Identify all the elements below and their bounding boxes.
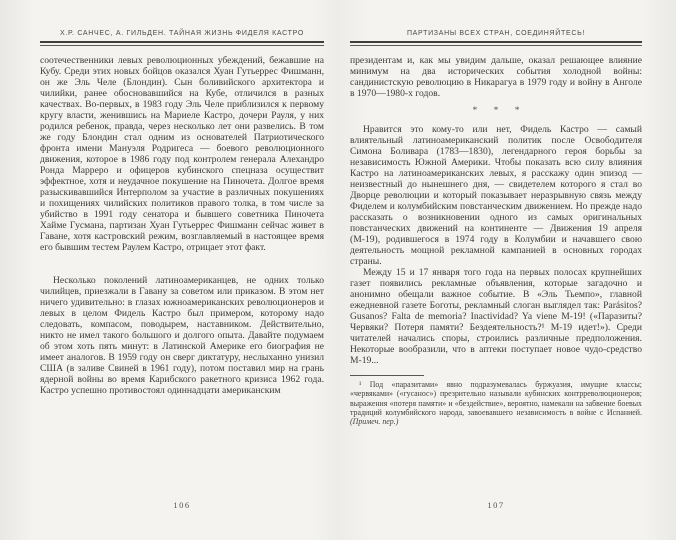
section-break-asterisks: * * * [472, 106, 527, 116]
paragraph: Между 15 и 17 января того года на первых полосах крупнейших газет появились рекламные объявления, которые загадочно и анонимно обещали важное событие. В «Эль Тьемпо», главной ежедневной газете Боготы, рекламный слоган выглядел так: Parásitos? Gusanos? Falta de memoria? Inactividad? Ya viene M-19! («Паразиты? Червяки? Потеря памяти? Бездеятельность?¹ М-19 идет!»). Среди читателей начались споры, строились различные предположения. Некоторые вообразили, что в аптеки поступает новое чудо-средство М-19... [350, 267, 642, 366]
page-body-left [40, 55, 324, 396]
page-number-left: 106 [173, 500, 191, 510]
page-left [40, 30, 324, 516]
running-head-right: ПАРТИЗАНЫ ВСЕХ СТРАН, СОЕДИНЯЙТЕСЬ! [406, 30, 586, 37]
footnote-attribution: (Примеч. пер.) [350, 417, 399, 427]
paragraph: Нравится это кому-то или нет, Фидель Кастро — самый влиятельный латиноамериканский политик после Освободителя Симона Боливара (1783—1830), легендарного героя борьбы за независимость Южной Америки. Чтобы показать всю силу влияния Кастро на латиноамериканских левых, я расскажу один эпизод — неизвестный до нынешнего дня, — свидетелем которого я стал во Дворце революции и который показывает неразрывную связь между Фиделем и колумбийским повстанческим движением. Но прежде надо рассказать о возникновении одного из самых оригинальных повстанческих движений на континенте — Движения 19 апреля (М-19), родившегося в 1974 году в Колумбии и начавшего свою деятельность мощной рекламной кампанией в основных городах страны. [350, 124, 642, 267]
page-right [350, 30, 642, 516]
footnote-body: ¹ Под «паразитами» явно подразумевалась буржуазия, имущие классы; «червяками» («гусанос») презрительно называли кубинских контрреволюционеров; выражения «потеря памяти» и «бездействие», вероятно, намекали на забвение боевых традиций колумбийского народа, завоевавшего независимость в войне с Испанией. [350, 380, 642, 417]
footnote-block [350, 375, 642, 426]
header-rule-left [40, 41, 324, 46]
header-rule-right [350, 41, 642, 46]
page-body-right [350, 55, 642, 426]
paragraph-continuation: президентам и, как мы увидим дальше, оказал решающее влияние минимум на два исторических события холодной войны: сандинистскую революцию в Никарагуа в 1979 году и войну в Анголе в 1970—1980-х годов. [350, 55, 642, 99]
footnote-separator-rule [350, 375, 424, 376]
footnote-text [350, 380, 642, 426]
paragraph: Несколько поколений латиноамериканцев, не одних только чилийцев, приезжали в Гавану за советом или приказом. В этом нет ничего удивительно: в глазах южноамериканских революционеров и левых в целом Фидель Кастро был примером, которому надо следовать, компасом, поводырем, наставником. Действительно, никто не имел такого большого и долгого опыта. Давайте подумаем об этом хоть пять минут: в Латинской Америке его биография не имеет аналогов. В 1959 году он сверг диктатуру, неслыханно унизил США (в заливе Свиней в 1961 году), потом поставил мир на грань ядерной войны во время Карибского ракетного кризиса 1962 года. Кастро успешно противостоял одиннадцати американским [40, 275, 324, 396]
paragraph-continuation: соотечественники левых революционных убеждений, бежавшие на Кубу. Среди этих новых бойцов оказался Хуан Гутьеррес Фишманн, он же Эль Челе (Блондин). Сын боливийского архитектора и чилийки, ранее обосновавшийся на Кубе, отличился в разных качествах. Во-первых, в 1983 году Эль Челе приблизился к первому кругу власти, женившись на Мариеле Кастро, дочери Рауля, у них родился ребенок, правда, через несколько лет они развелись. В том же году Блондин стал одним из основателей Патриотического фронта имени Мануэля Родригеса — боевого революционного движения, которое в 1986 году под контролем генерала Алехандро Ронда Марреро и офицеров кубинского спецназа осуществит эффектное, хотя и неудачное покушение на Пиночета. Долгое время разыскивавшийся Интерполом за участие в различных покушениях и похищениях чилийских политиков правого толка, в том числе за убийство в 1991 году сенатора и бывшего советника Пиночета Хайме Гусмана, партизан Хуан Гутьеррес Фишманн сейчас живет в Гаване, хотя кастровский режим, возглавляемый в настоящее время его бывшим тестем Раулем Кастро, отрицает этот факт. [40, 55, 324, 253]
page-number-right: 107 [487, 500, 505, 510]
running-head-left: Х.Р. САНЧЕС, А. ГИЛЬДЕН. ТАЙНАЯ ЖИЗНЬ ФИДЕЛЯ КАСТРО [59, 30, 304, 37]
